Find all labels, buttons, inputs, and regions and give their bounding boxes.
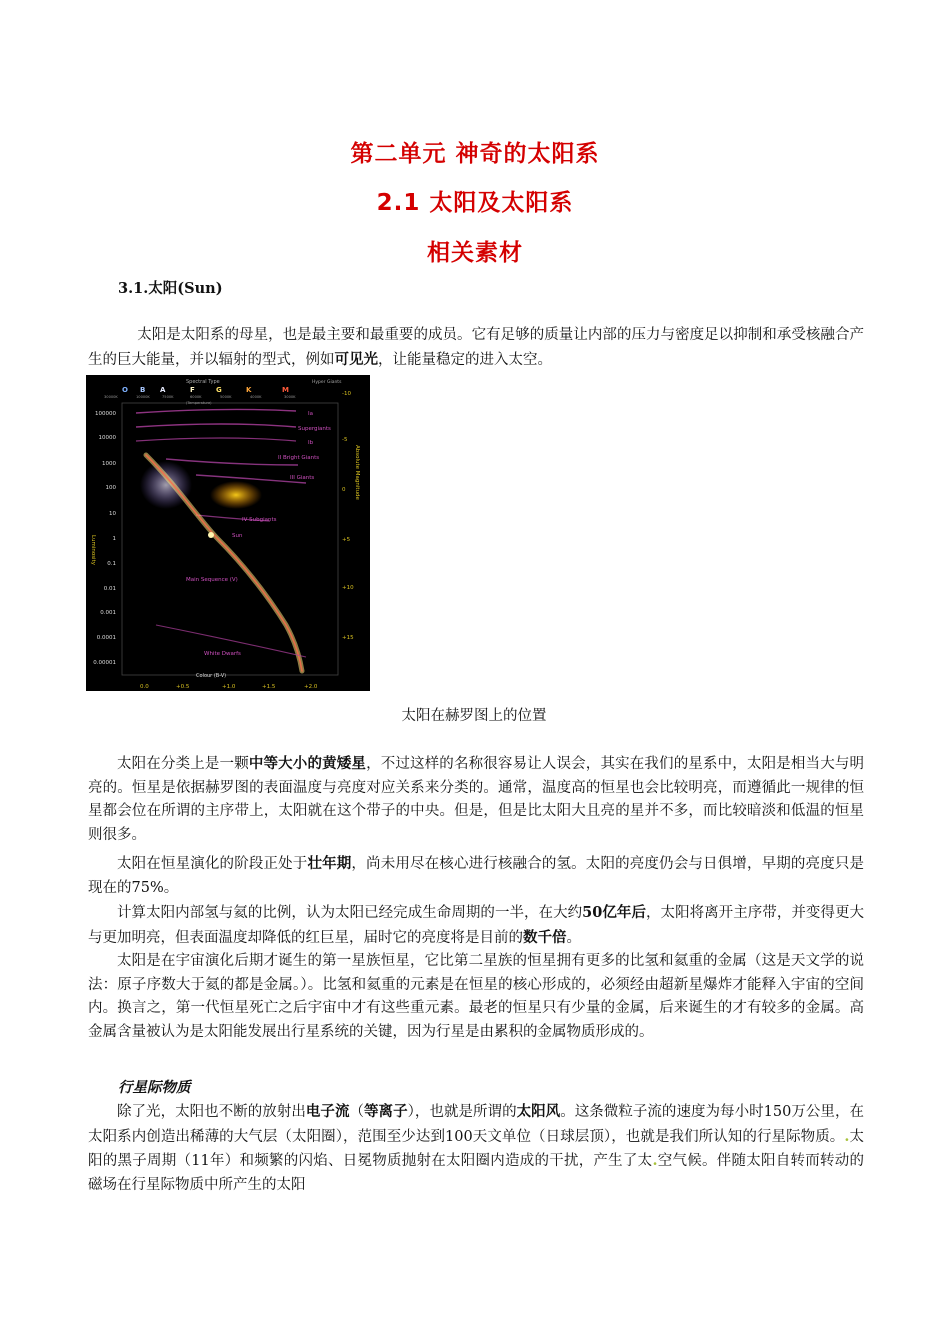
paragraph-metals: 太阳是在宇宙演化后期才诞生的第一星族恒星，它比第二星族的恒星拥有更多的比氢和氦重的金属（这是天文学的说法：原子序数大于氦的都是金属。）。比氢和氦重的元素是在恒星的核心形成的，必须经由超新星爆炸才能释入宇宙的空间内。换言之，第一代恒星死亡之后宇宙中才有这些重元素。最老的恒星只有少量的金属，后来诞生的才有较多的金属。高金属含量被认为是太阳能发展出行星系统的关键，因为行星是由累积的金属物质形成的。 <box>88 953 864 1040</box>
spectral-class-M: M <box>282 386 289 394</box>
luminosity-tick-10: 0.00001 <box>93 660 116 666</box>
colour-axis-label: Colour (B-V) <box>196 673 227 679</box>
hr-diagram-figure <box>86 375 370 691</box>
temperature-4: 5000K <box>220 395 232 399</box>
paragraph-future <box>88 901 864 950</box>
section-heading: 3.1.太阳(Sun) <box>118 280 223 297</box>
spectral-class-K: K <box>246 386 252 394</box>
luminosity-tick-5: 1 <box>112 536 116 542</box>
p2-text-2: ，尚未用尽在核心进行核融合的氢。太阳的亮度仍会与日俱增，早期的亮度只是现在的75%。 <box>88 856 865 896</box>
p1-text-1: 太阳在分类上是一颗 <box>117 756 249 772</box>
colour-tick-4: +2.0 <box>304 684 318 690</box>
luminosity-tick-2: 1000 <box>102 461 116 467</box>
luminosity-tick-8: 0.001 <box>100 610 116 616</box>
temperature-1: 10000K <box>136 395 150 399</box>
temperature-3: 6000K <box>190 395 202 399</box>
p3-text-3: 。 <box>566 929 581 946</box>
luminosity-tick-4: 10 <box>109 511 116 517</box>
magnitude-axis-label: Absolute Magnitude <box>354 445 360 500</box>
spectral-class-A: A <box>160 386 166 394</box>
luminosity-tick-7: 0.01 <box>103 586 116 592</box>
spectral-class-G: G <box>216 386 222 394</box>
hyper-giants-label: Hyper Giants <box>312 380 342 385</box>
region-label-bright-giants: II Bright Giants <box>278 455 320 461</box>
title-unit: 第二单元 神奇的太阳系 <box>350 141 600 167</box>
intro-bold-visible-light: 可见光 <box>334 350 378 368</box>
p5-text-3: ），也就是所谓的 <box>407 1104 517 1120</box>
colour-tick-0: 0.0 <box>140 684 149 690</box>
intro-text-2: ，让能量稳定的进入太空。 <box>378 351 552 368</box>
magnitude-tick-0: -10 <box>342 391 351 397</box>
magnitude-tick-2: 0 <box>342 487 346 493</box>
intro-paragraph <box>88 324 864 372</box>
p1-bold-yellow-dwarf: 中等大小的黄矮星 <box>248 755 367 772</box>
spectral-class-O: O <box>122 386 128 394</box>
p5-text-5: 太阳的黑子周期（11年）和频繁的闪焰、日冕物质抛射在太阳圈内造成的干扰，产生了太 <box>88 1128 865 1169</box>
temperature-6: 3000K <box>284 395 296 399</box>
sun-marker <box>208 532 214 538</box>
p5-dot-2: . <box>652 1152 658 1169</box>
paragraph-classification <box>88 752 864 847</box>
p2-bold-prime: 壮年期 <box>307 855 352 872</box>
paragraph-solar-wind <box>88 1100 864 1197</box>
title-material: 相关素材 <box>427 240 523 266</box>
p2-text-1: 太阳在恒星演化的阶段正处于 <box>117 856 308 872</box>
magnitude-tick-3: +5 <box>342 537 351 543</box>
region-label-main-sequence: Main Sequence (V) <box>186 577 238 583</box>
figure-caption: 太阳在赫罗图上的位置 <box>401 708 547 724</box>
title-lesson: 2.1 太阳及太阳系 <box>376 190 574 216</box>
hr-background <box>86 375 370 691</box>
spectral-type-label: Spectral Type <box>186 379 220 385</box>
hr-diagram-svg <box>86 375 370 691</box>
p3-text-1: 计算太阳内部氢与氦的比例，认为太阳已经完成生命周期的一半，在大约 <box>117 905 583 921</box>
magnitude-tick-4: +10 <box>342 585 354 591</box>
subheading-interplanetary-medium: 行星际物质 <box>118 1079 191 1096</box>
p5-text-2: （ <box>349 1104 365 1120</box>
magnitude-tick-5: +15 <box>342 635 354 641</box>
p5-bold-plasma: 等离子 <box>364 1103 408 1120</box>
colour-tick-2: +1.0 <box>222 684 236 690</box>
luminosity-tick-9: 0.0001 <box>96 635 116 641</box>
p5-text-4: 。这条微粒子流的速度为每小时150万公里，在太阳系内创造出稀薄的大气层（太阳圈），范围至少达到100天文单位（日球层顶），也就是我们所认知的行星际物质。 <box>88 1104 864 1145</box>
p3-text-2: ，太阳将离开主序带，并变得更大与更加明亮，但表面温度却降低的红巨星，届时它的亮度将是目前的 <box>88 905 865 946</box>
region-label-supergiants: Supergiants <box>298 426 331 432</box>
temperature-0: 30000K <box>104 395 118 399</box>
p5-bold-electron-stream: 电子流 <box>305 1103 350 1120</box>
temperature-label: (Temperature) <box>186 401 212 405</box>
luminosity-axis-label: Luminosity <box>90 535 96 565</box>
region-label-sun: Sun <box>232 533 243 539</box>
magnitude-tick-1: -5 <box>342 437 348 443</box>
temperature-5: 4000K <box>250 395 262 399</box>
spectral-class-F: F <box>190 386 195 394</box>
luminosity-tick-0: 100000 <box>95 411 116 417</box>
region-label-subgiants: IV Subgiants <box>242 517 277 523</box>
region-label-ia: Ia <box>308 411 313 417</box>
intro-text-1: 太阳是太阳系的母星，也是最主要和最重要的成员。它有足够的质量让内部的压力与密度足以抑制和承受核融合产生的巨大能量，并以辐射的型式，例如 <box>88 327 864 368</box>
region-label-ib: Ib <box>308 440 314 446</box>
region-label-giants: III Giants <box>290 475 315 481</box>
paragraph-evolution-stage <box>88 852 864 900</box>
spectral-class-B: B <box>140 386 146 394</box>
luminosity-tick-1: 10000 <box>98 435 116 441</box>
p5-text-6: 空气候。伴随太阳自转而转动的磁场在行星际物质中所产生的太阳 <box>88 1153 864 1193</box>
p3-bold-thousands: 数千倍 <box>523 928 567 946</box>
colour-tick-3: +1.5 <box>262 684 276 690</box>
region-label-white-dwarfs: White Dwarfs <box>204 651 241 657</box>
p3-bold-5-billion: 50亿年后 <box>582 904 646 921</box>
colour-tick-1: +0.5 <box>176 684 190 690</box>
p1-text-2: ，不过这样的名称很容易让人误会，其实在我们的星系中，太阳是相当大与明亮的。恒星是依据赫罗图的表面温度与亮度对应关系来分类的。通常，温度高的恒星也会比较明亮，而遵循此一规律的恒星都会位在所谓的主序带上，太阳就在这个带子的中央。但是，但是比太阳大且亮的星并不多，而比较暗淡和低温的恒星则很多。 <box>88 756 865 843</box>
luminosity-tick-6: 0.1 <box>107 561 116 567</box>
giants-star-cloud <box>210 481 262 509</box>
p5-text-1: 除了光，太阳也不断的放射出 <box>117 1104 306 1120</box>
temperature-2: 7500K <box>162 395 174 399</box>
p5-dot-1: . <box>844 1127 850 1145</box>
luminosity-tick-3: 100 <box>105 485 116 491</box>
p5-bold-solar-wind: 太阳风 <box>516 1103 561 1120</box>
